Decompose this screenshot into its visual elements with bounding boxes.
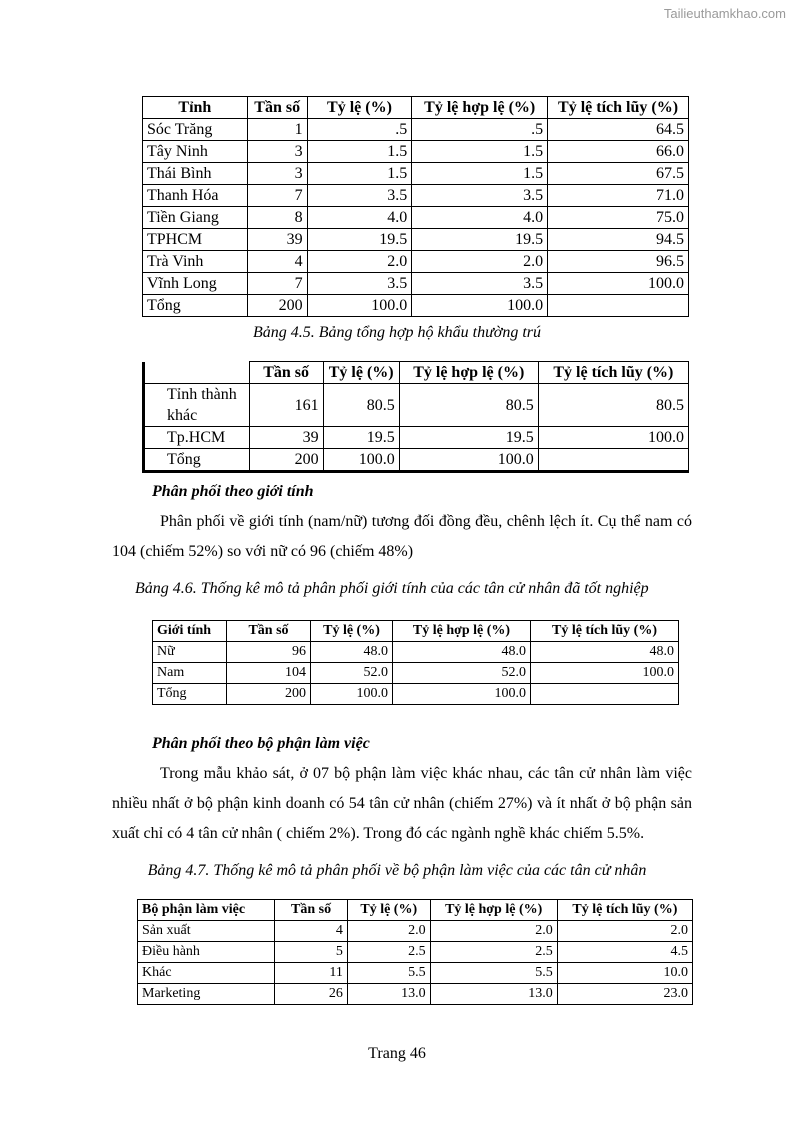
table-cell: 19.5 (307, 229, 412, 251)
department-table (137, 899, 693, 1005)
table-cell: Nữ (153, 642, 227, 663)
table-cell: 4.0 (307, 207, 412, 229)
table-cell: 26 (275, 984, 348, 1005)
table-cell: 100.0 (307, 295, 412, 317)
table-row (143, 251, 689, 273)
paragraph: Trong mẫu khảo sát, ở 07 bộ phận làm việc khác nhau, các tân cử nhân làm việc nhiều nhất ở bộ phận kinh doanh có 54 tân cử nhân (chiếm 27%) và ít nhất ở bộ phận sản xuất chỉ có 4 tân cử nhân ( chiếm 2%). Trong đó các ngành nghề khác chiếm 5.5%. (112, 765, 692, 842)
table-cell: 80.5 (399, 384, 538, 427)
table-cell: 1.5 (307, 141, 412, 163)
table-cell: 100.0 (412, 295, 548, 317)
table-cell: 19.5 (399, 427, 538, 449)
table-cell: Tỉnh thành khác (144, 384, 250, 427)
table-cell: TPHCM (143, 229, 248, 251)
column-header: Tỷ lệ (%) (311, 621, 393, 642)
table-cell: 3.5 (307, 185, 412, 207)
table-cell: Tiền Giang (143, 207, 248, 229)
watermark: Tailieuthamkhao.com (663, 6, 786, 21)
table-cell: 4 (247, 251, 307, 273)
table-cell: 2.5 (347, 942, 430, 963)
column-header: Tỷ lệ hợp lệ (%) (393, 621, 531, 642)
table-caption: Bảng 4.6. Thống kê mô tả phân phối giới tính của các tân cử nhân đã tốt nghiệp (135, 580, 649, 597)
table-cell: Thái Bình (143, 163, 248, 185)
column-header: Tần số (275, 900, 348, 921)
table-cell: Marketing (138, 984, 275, 1005)
table-cell: 200 (249, 449, 323, 472)
table-cell: 100.0 (538, 427, 688, 449)
table-cell: 4 (275, 921, 348, 942)
column-header: Tần số (247, 97, 307, 119)
table-cell: 8 (247, 207, 307, 229)
table-cell: 2.0 (412, 251, 548, 273)
table-cell: 13.0 (347, 984, 430, 1005)
column-header: Tỷ lệ tích lũy (%) (557, 900, 692, 921)
table-cell: Điều hành (138, 942, 275, 963)
table-cell: 66.0 (548, 141, 689, 163)
table-total-row (153, 684, 679, 705)
table-row (143, 207, 689, 229)
table-cell: 96 (227, 642, 311, 663)
table-cell: 75.0 (548, 207, 689, 229)
table-cell (531, 684, 679, 705)
column-header: Tần số (227, 621, 311, 642)
table-cell: 48.0 (311, 642, 393, 663)
table-cell: 71.0 (548, 185, 689, 207)
table-cell: 48.0 (531, 642, 679, 663)
table-row (138, 984, 693, 1005)
table-cell: 100.0 (531, 663, 679, 684)
table-cell (548, 295, 689, 317)
table-cell: 80.5 (538, 384, 688, 427)
table-cell: 2.0 (307, 251, 412, 273)
table-header-row (144, 362, 689, 384)
table-cell: 1.5 (412, 163, 548, 185)
table-cell: 94.5 (548, 229, 689, 251)
table-cell: 3.5 (307, 273, 412, 295)
column-header: Tỷ lệ hợp lệ (%) (412, 97, 548, 119)
section-heading: Phân phối theo bộ phận làm việc (152, 735, 370, 752)
gender-table (152, 620, 679, 705)
table-row (144, 427, 689, 449)
table-row (153, 642, 679, 663)
table-header-row (153, 621, 679, 642)
table-cell: 1.5 (412, 141, 548, 163)
column-header: Tỷ lệ hợp lệ (%) (430, 900, 557, 921)
table-cell: 2.5 (430, 942, 557, 963)
column-header: Tỷ lệ (%) (323, 362, 399, 384)
table-cell: Tp.HCM (144, 427, 250, 449)
table-row (143, 273, 689, 295)
table-cell: Tây Ninh (143, 141, 248, 163)
table-cell: 80.5 (323, 384, 399, 427)
table-cell: Trà Vinh (143, 251, 248, 273)
table-cell: 100.0 (548, 273, 689, 295)
table-cell: 13.0 (430, 984, 557, 1005)
table-cell: 4.5 (557, 942, 692, 963)
table-cell: 1 (247, 119, 307, 141)
table-row (144, 384, 689, 427)
table-cell: Sản xuất (138, 921, 275, 942)
table-cell: 3.5 (412, 273, 548, 295)
column-header: Bộ phận làm việc (138, 900, 275, 921)
table-cell: 11 (275, 963, 348, 984)
table-header-row (138, 900, 693, 921)
table-cell: 100.0 (393, 684, 531, 705)
table-cell: 52.0 (311, 663, 393, 684)
table-cell: Nam (153, 663, 227, 684)
table-cell: 19.5 (412, 229, 548, 251)
table-row (138, 921, 693, 942)
table-cell: 4.0 (412, 207, 548, 229)
table-cell (538, 449, 688, 472)
table-cell: 39 (249, 427, 323, 449)
table-row (143, 163, 689, 185)
table-cell: 10.0 (557, 963, 692, 984)
table-cell: 200 (247, 295, 307, 317)
table-cell: 2.0 (430, 921, 557, 942)
table-total-row (144, 449, 689, 472)
table-row (143, 185, 689, 207)
table-cell: 48.0 (393, 642, 531, 663)
page-number: Trang 46 (368, 1045, 426, 1062)
section-heading: Phân phối theo giới tính (152, 483, 314, 500)
column-header: Tỷ lệ tích lũy (%) (531, 621, 679, 642)
table-cell: 2.0 (347, 921, 430, 942)
table-cell: Vĩnh Long (143, 273, 248, 295)
column-header: Tỉnh (143, 97, 248, 119)
table-cell: 7 (247, 273, 307, 295)
table-cell: Khác (138, 963, 275, 984)
table-cell: 100.0 (399, 449, 538, 472)
table-cell: 19.5 (323, 427, 399, 449)
table-cell: Tổng (144, 449, 250, 472)
table-cell: Sóc Trăng (143, 119, 248, 141)
table-caption: Bảng 4.5. Bảng tổng hợp hộ khẩu thường trú (252, 324, 541, 341)
table-row (143, 229, 689, 251)
paragraph: Phân phối về giới tính (nam/nữ) tương đối đồng đều, chênh lệch ít. Cụ thể nam có 104 (chiếm 52%) so với nữ có 96 (chiếm 48%) (112, 513, 692, 560)
table-cell: 7 (247, 185, 307, 207)
column-header: Tỷ lệ hợp lệ (%) (399, 362, 538, 384)
table-total-row (143, 295, 689, 317)
column-header: Giới tính (153, 621, 227, 642)
column-header: Tỷ lệ (%) (347, 900, 430, 921)
table-cell: 64.5 (548, 119, 689, 141)
residence-summary-table (142, 361, 689, 473)
table-row (138, 963, 693, 984)
table-cell: 3 (247, 163, 307, 185)
table-row (138, 942, 693, 963)
table-cell: 100.0 (323, 449, 399, 472)
column-header: Tỷ lệ (%) (307, 97, 412, 119)
table-cell: 3 (247, 141, 307, 163)
table-cell: 3.5 (412, 185, 548, 207)
table-cell: 5.5 (430, 963, 557, 984)
table-row (153, 663, 679, 684)
table-cell: 5 (275, 942, 348, 963)
column-header (144, 362, 250, 384)
table-caption: Bảng 4.7. Thống kê mô tả phân phối về bộ phận làm việc của các tân cử nhân (147, 862, 647, 879)
table-cell: 67.5 (548, 163, 689, 185)
table-cell: Tổng (143, 295, 248, 317)
province-table (142, 96, 689, 317)
table-cell: 23.0 (557, 984, 692, 1005)
table-cell: 200 (227, 684, 311, 705)
table-cell: .5 (307, 119, 412, 141)
table-row (143, 119, 689, 141)
table-cell: Tổng (153, 684, 227, 705)
table-cell: Thanh Hóa (143, 185, 248, 207)
table-cell: 5.5 (347, 963, 430, 984)
column-header: Tần số (249, 362, 323, 384)
table-cell: 96.5 (548, 251, 689, 273)
table-cell: 100.0 (311, 684, 393, 705)
table-cell: 1.5 (307, 163, 412, 185)
table-cell: 104 (227, 663, 311, 684)
table-cell: 52.0 (393, 663, 531, 684)
table-cell: .5 (412, 119, 548, 141)
table-row (143, 141, 689, 163)
column-header: Tỷ lệ tích lũy (%) (538, 362, 688, 384)
column-header: Tỷ lệ tích lũy (%) (548, 97, 689, 119)
table-cell: 2.0 (557, 921, 692, 942)
table-cell: 39 (247, 229, 307, 251)
table-header-row (143, 97, 689, 119)
table-cell: 161 (249, 384, 323, 427)
